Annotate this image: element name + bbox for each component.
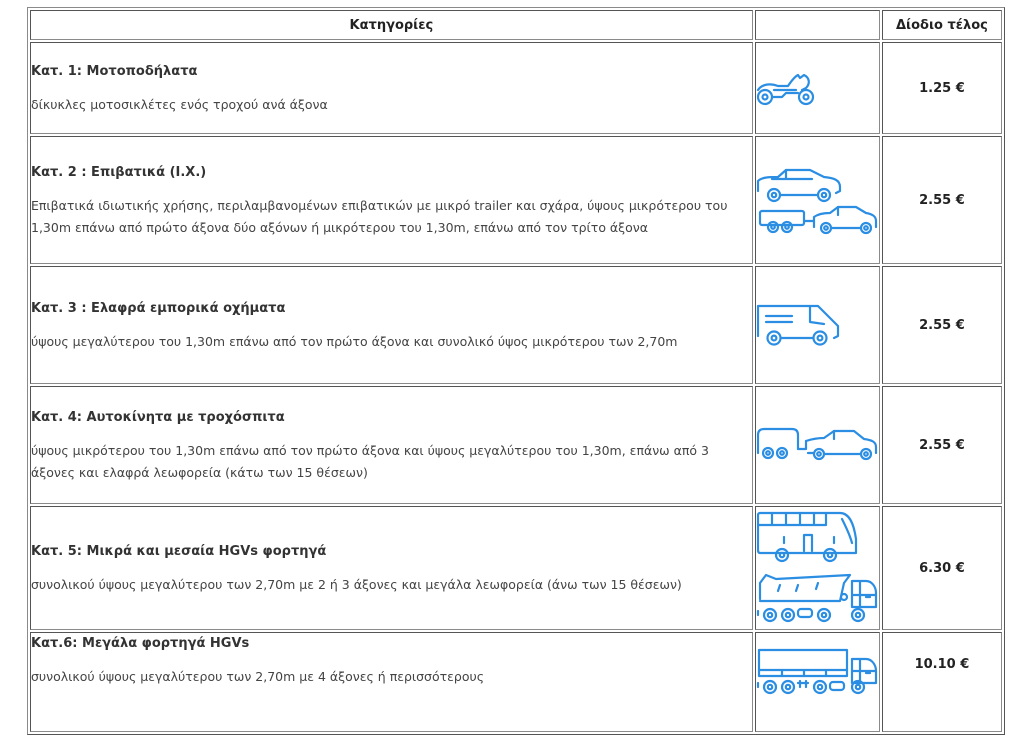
vehicle-icon-cell xyxy=(755,42,880,134)
category-cell xyxy=(30,632,753,732)
bus-and-dump-truck-icon xyxy=(756,509,878,627)
header-icon xyxy=(755,10,880,40)
category-cell xyxy=(30,136,753,264)
toll-fee: 6.30 € xyxy=(882,506,1002,630)
category-cell xyxy=(30,506,753,630)
table-header-row xyxy=(30,10,1002,40)
toll-fee: 1.25 € xyxy=(882,42,1002,134)
toll-fee: 10.10 € xyxy=(882,632,1002,732)
category-title: Κατ. 5: Μικρά και μεσαία HGVs φορτηγά xyxy=(31,543,327,559)
category-title: Κατ. 2 : Επιβατικά (Ι.Χ.) xyxy=(31,164,207,180)
toll-categories-table xyxy=(27,7,1005,735)
category-description: Επιβατικά ιδιωτικής χρήσης, περιλαμβανομένων επιβατικών με μικρό trailer και σχάρα, ύψους μικρότερου του 1,30m επάνω από πρώτο άξονα δύο αξόνων ή μικρότερου του 1,30m, επάνω από τον τρίτο άξονα xyxy=(31,197,728,235)
category-cell xyxy=(30,42,753,134)
car-with-caravan-icon xyxy=(756,427,878,463)
table-row xyxy=(30,266,1002,384)
header-categories: Κατηγορίες xyxy=(30,10,753,40)
toll-fee: 2.55 € xyxy=(882,266,1002,384)
table-row xyxy=(30,136,1002,264)
table-row xyxy=(30,42,1002,134)
articulated-truck-icon xyxy=(756,647,878,695)
category-description: ύψους μεγαλύτερου του 1,30m επάνω από τον πρώτο άξονα και συνολικό ύψος μικρότερου των 2,70m xyxy=(31,333,678,349)
vehicle-icon-cell xyxy=(755,506,880,630)
category-description: συνολικού ύψους μεγαλύτερου των 2,70m με 2 ή 3 άξονες και μεγάλα λεωφορεία (άνω των 15 θέσεων) xyxy=(31,576,682,592)
category-title: Κατ. 1: Μοτοποδήλατα xyxy=(31,63,198,79)
vehicle-icon-cell xyxy=(755,266,880,384)
toll-fee: 2.55 € xyxy=(882,136,1002,264)
category-description: ύψους μικρότερου του 1,30m επάνω από τον πρώτο άξονα και ύψους μεγαλύτερου του 1,30m, επάνω από 3 άξονες και ελαφρά λεωφορεία (κάτω των 15 θέσεων) xyxy=(31,442,709,480)
van-icon xyxy=(756,302,840,348)
category-title: Κατ.6: Μεγάλα φορτηγά HGVs xyxy=(31,636,250,651)
vehicle-icon-cell xyxy=(755,386,880,504)
motorcycle-icon xyxy=(756,70,822,106)
category-title: Κατ. 4: Αυτοκίνητα με τροχόσπιτα xyxy=(31,409,285,425)
category-cell xyxy=(30,386,753,504)
vehicle-icon-cell xyxy=(755,632,880,732)
header-toll-fee: Δίοδιο τέλος xyxy=(882,10,1002,40)
category-description: συνολικού ύψους μεγαλύτερου των 2,70m με 4 άξονες ή περισσότερους xyxy=(31,669,485,684)
vehicle-icon-cell xyxy=(755,136,880,264)
category-title: Κατ. 3 : Ελαφρά εμπορικά οχήματα xyxy=(31,300,286,316)
category-cell xyxy=(30,266,753,384)
table-row xyxy=(30,506,1002,630)
car-and-car-with-trailer-icon xyxy=(756,165,878,235)
toll-fee: 2.55 € xyxy=(882,386,1002,504)
category-description: δίκυκλες μοτοσικλέτες ενός τροχού ανά άξονα xyxy=(31,96,328,112)
table-row xyxy=(30,386,1002,504)
table-row xyxy=(30,632,1002,732)
